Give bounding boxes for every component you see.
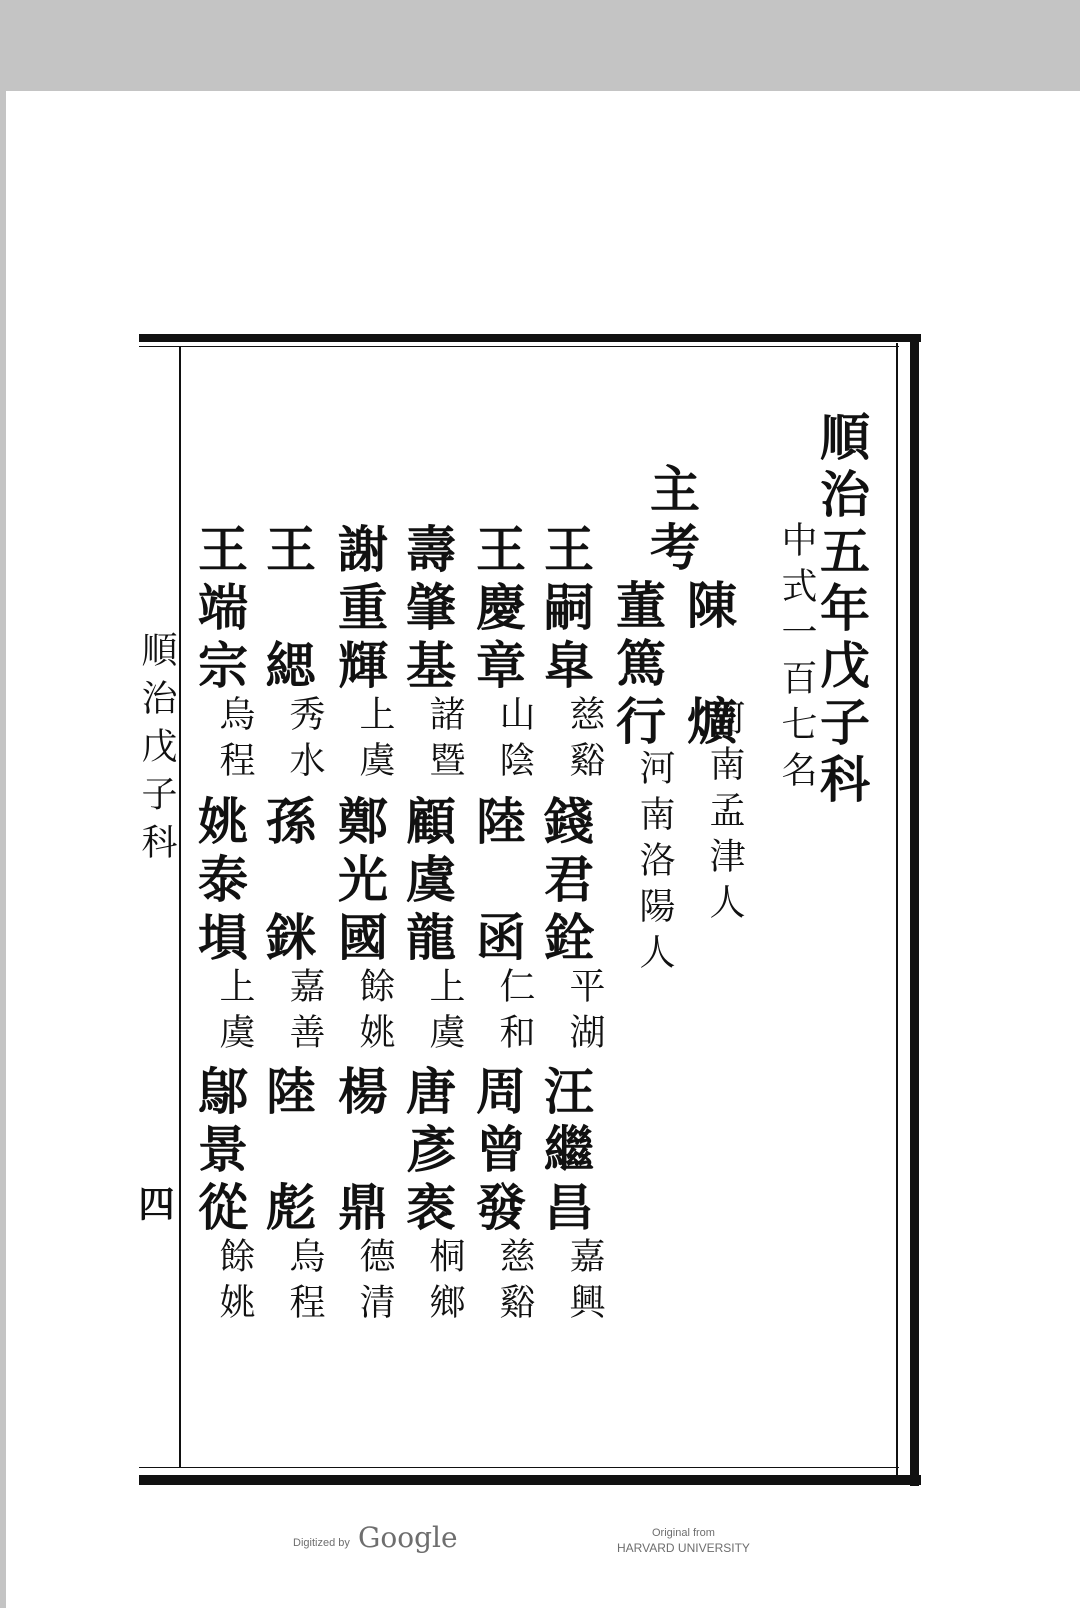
candidate-place: 烏程 [284, 1237, 325, 1329]
candidate-name: 周曾發 [468, 1065, 527, 1239]
candidate-name: 鄔景從 [190, 1065, 249, 1239]
candidate-place: 餘姚 [214, 1237, 255, 1329]
margin-book-title: 順治戊子科 [136, 631, 177, 871]
candidate-name: 謝重輝 [330, 523, 389, 697]
candidate-place: 桐鄉 [424, 1237, 465, 1329]
candidate-name: 楊 鼎 [330, 1065, 389, 1239]
frame-bottom-border [139, 1475, 921, 1485]
frame-top-border [139, 334, 921, 342]
examiner-label: 主考 [642, 463, 701, 579]
chief-examiner-place: 河南孟津人 [704, 699, 745, 929]
page-scan [6, 91, 1080, 1608]
chief-examiner-name: 陳 爌 [679, 579, 738, 753]
second-examiner-place: 河南洛陽人 [634, 749, 675, 979]
candidate-place: 烏程 [214, 695, 255, 787]
frame-top-thin [139, 346, 899, 347]
candidate-name: 鄭光國 [330, 795, 389, 969]
frame-right-thin [896, 343, 898, 1476]
institution-label: HARVARD UNIVERSITY [617, 1541, 750, 1555]
candidate-place: 慈谿 [494, 1237, 535, 1329]
candidate-name: 壽肇基 [398, 523, 457, 697]
candidate-name: 錢君銓 [536, 795, 595, 969]
candidate-name: 顧虞龍 [398, 795, 457, 969]
original-from-label: Original from [652, 1527, 715, 1539]
candidate-name: 王 緦 [258, 523, 317, 697]
exam-subtitle: 中式一百七名 [776, 521, 817, 797]
candidate-name: 王慶章 [468, 523, 527, 697]
candidate-name: 唐彥袠 [398, 1065, 457, 1239]
margin-page-number: 四 [133, 1185, 175, 1231]
margin-divider-line [179, 347, 181, 1467]
candidate-place: 秀水 [284, 695, 325, 787]
candidate-place: 慈谿 [564, 695, 605, 787]
candidate-place: 上虞 [354, 695, 395, 787]
candidate-name: 王端宗 [190, 523, 249, 697]
candidate-name: 陸 函 [468, 795, 527, 969]
candidate-name: 孫 銤 [258, 795, 317, 969]
second-examiner-name: 董篤行 [608, 579, 667, 753]
exam-title: 順治五年戊子科 [812, 411, 871, 810]
candidate-place: 上虞 [424, 967, 465, 1059]
candidate-name: 汪繼昌 [536, 1065, 595, 1239]
candidate-place: 山陰 [494, 695, 535, 787]
candidate-name: 陸 彪 [258, 1065, 317, 1239]
frame-right-border [910, 334, 919, 1486]
frame-bottom-thin [139, 1467, 899, 1468]
google-logo: Google [358, 1521, 458, 1554]
candidate-place: 嘉興 [564, 1237, 605, 1329]
candidate-place: 嘉善 [284, 967, 325, 1059]
candidate-place: 德清 [354, 1237, 395, 1329]
candidate-place: 平湖 [564, 967, 605, 1059]
candidate-place: 上虞 [214, 967, 255, 1059]
candidate-name: 王嗣皐 [536, 523, 595, 697]
candidate-place: 仁和 [494, 967, 535, 1059]
digitized-by-label: Digitized by [293, 1537, 350, 1549]
candidate-place: 餘姚 [354, 967, 395, 1059]
candidate-place: 諸暨 [424, 695, 465, 787]
candidate-name: 姚泰塤 [190, 795, 249, 969]
